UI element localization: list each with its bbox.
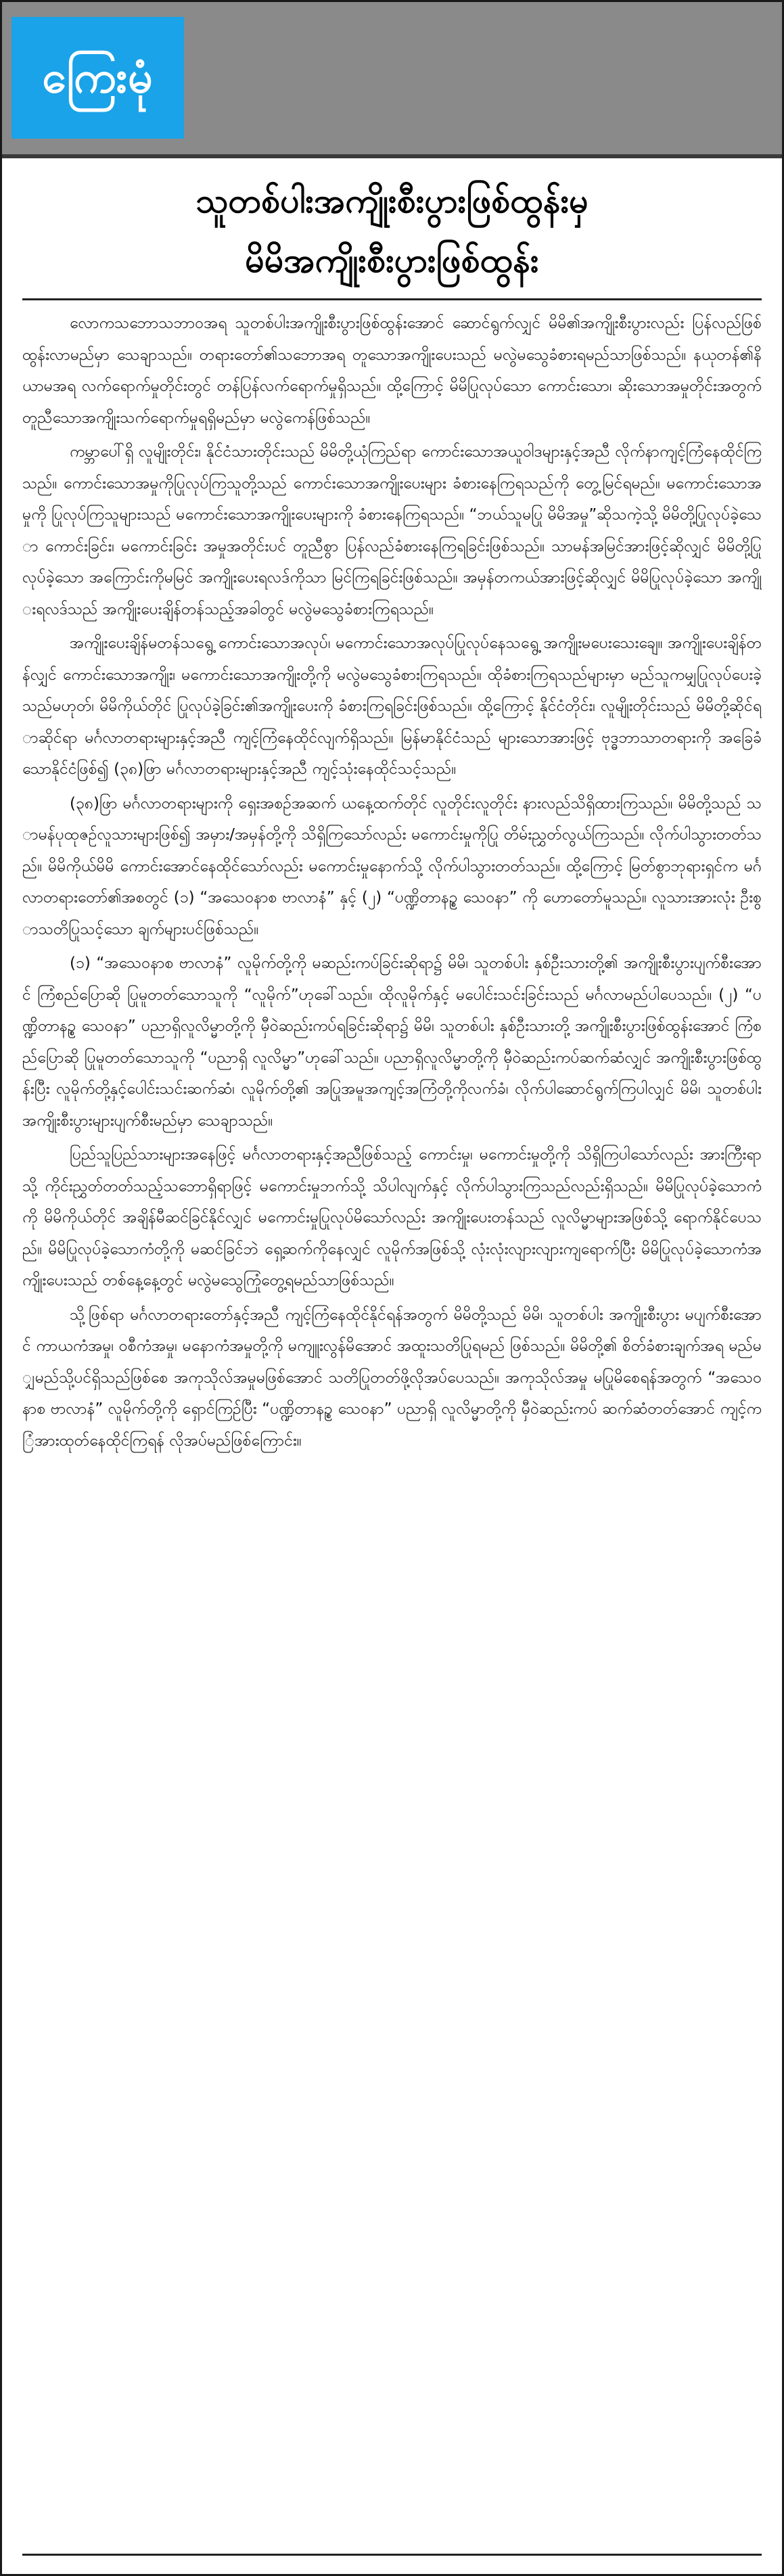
masthead-logo bbox=[11, 17, 184, 139]
article-headline bbox=[2, 171, 782, 290]
footer-divider bbox=[22, 2554, 762, 2556]
article-paragraph-4: (၃၈)ဖြာ မင်္ဂလာတရားများကို ရှေးအစဉ်အဆက် ယနေ့ထက်တိုင် လူတိုင်းလူတိုင်း နားလည်သိရှိထားကြသည်။ မိမိတို့သည် သာမန်ပုထုဇဉ်လူသားများဖြစ်၍ အမှား/အမှန်တို့ကို သိရှိကြသော်လည်း မကောင်းမှုကိုပြု တိမ်းညွှတ်လွယ်ကြသည်။ လိုက်ပါသွားတတ်သည်။ မိမိကိုယ်မိမိ ကောင်းအောင်နေထိုင်သော်လည်း မကောင်းမှုနောက်သို့ လိုက်ပါသွားတတ်သည်။ ထို့ကြောင့် မြတ်စွာဘုရားရှင်က မင်္ဂလာတရားတော်၏အစတွင် (၁) “အသေဝနာစ ဗာလာနံ” နှင့် (၂) “ပဏ္ဍိတာနဉ္စ သေဝနာ” ကို ဟောတော်မူသည်။ လူသားအားလုံး ဦးစွာသတိပြုသင့်သော ချက်များပင်ဖြစ်သည်။ bbox=[22, 794, 762, 938]
article-paragraph-7: သို့ဖြစ်ရာ မင်္ဂလာတရားတော်နှင့်အညီ ကျင့်ကြံနေထိုင်နိုင်ရန်အတွက် မိမိတို့သည် မိမိ၊ သူတစ်ပါး အကျိုးစီးပွား မပျက်စီးအောင် ကာယကံအမှု၊ ဝစီကံအမှု၊ မနောကံအမှုတို့ကို မကျူးလွန်မိအောင် အထူးသတိပြုရမည် ဖြစ်သည်။ မိမိတို့၏ စိတ်ခံစားချက်အရ မည်မျှမည်သို့ပင်ရှိသည်ဖြစ်စေ အကုသိုလ်အမှုမဖြစ်အောင် သတိပြုတတ်ဖို့လိုအပ်ပေသည်။ အကုသိုလ်အမှု မပြုမိစေရန်အတွက် “အသေဝနာစ ဗာလာနံ” လူမိုက်တို့ကို ရှောင်ကြဉ်ပြီး “ပဏ္ဍိတာနဉ္စ သေဝနာ” ပညာရှိ လူလိမ္မာတို့ကို မှီဝဲဆည်းကပ် ဆက်ဆံတတ်အောင် ကျင့်ကြံအားထုတ်နေထိုင်ကြရန် လိုအပ်မည်ဖြစ်ကြောင်း။ bbox=[22, 1306, 762, 1450]
headline-line-1: သူတစ်ပါးအကျိုးစီးပွားဖြစ်ထွန်းမှ bbox=[195, 181, 589, 221]
masthead-band bbox=[2, 2, 782, 158]
article-paragraph-2: ကမ္ဘာပေါ်ရှိ လူမျိုးတိုင်း၊ နိုင်ငံသားတိုင်းသည် မိမိတို့ယုံကြည်ရာ ကောင်းသောအယူဝါဒများနှင့်အညီ လိုက်နာကျင့်ကြံနေထိုင်ကြသည်။ ကောင်းသောအမှုကိုပြုလုပ်ကြသူတို့သည် ကောင်းသောအကျိုးပေးများ ခံစားနေကြရသည်ကို တွေ့မြင်ရမည်။ မကောင်းသောအမှုကို ပြုလုပ်ကြသူများသည် မကောင်းသောအကျိုးပေးများကို ခံစားနေကြရသည်။ “ဘယ်သူမပြု မိမိအမှု”ဆိုသကဲ့သို့ မိမိတို့ပြုလုပ်ခဲ့သော ကောင်းခြင်း၊ မကောင်းခြင်း အမှုအတိုင်းပင် တူညီစွာ ပြန်လည်ခံစားနေကြရခြင်းဖြစ်သည်။ သာမန်အမြင်အားဖြင့်ဆိုလျှင် မိမိတို့ပြုလုပ်ခဲ့သော အကြောင်းကိုမမြင် အကျိုးပေးရလဒ်ကိုသာ မြင်ကြရခြင်းဖြစ်သည်။ အမှန်တကယ်အားဖြင့်ဆိုလျှင် မိမိပြုလုပ်ခဲ့သော အကျိုးရလဒ်သည် အကျိုးပေးချိန်တန်သည့်အခါတွင် မလွဲမသွေခံစားကြရသည်။ bbox=[22, 443, 762, 618]
article-paragraph-6: ပြည်သူပြည်သားများအနေဖြင့် မင်္ဂလာတရားနှင့်အညီဖြစ်သည့် ကောင်းမှု၊ မကောင်းမှုတို့ကို သိရှိကြပါသော်လည်း အားကြီးရာသို့ ကိုင်းညွှတ်တတ်သည့်သဘောရှိရာဖြင့် မကောင်းမှုဘက်သို့ သိပါလျက်နှင့် လိုက်ပါသွားကြသည်လည်းရှိသည်။ မိမိပြုလုပ်ခဲ့သောကံကို မိမိကိုယ်တိုင် အချိန်မီဆင်ခြင်နိုင်လျှင် မကောင်းမှုပြုလုပ်မိသော်လည်း အကျိုးပေးတန်သည် လူလိမ္မာများအဖြစ်သို့ ရောက်နိုင်ပေသည်။ မိမိပြုလုပ်ခဲ့သောကံတို့ကို မဆင်ခြင်ဘဲ ရှေ့ဆက်ကိုနေလျှင် လူမိုက်အဖြစ်သို့ လုံးလုံးလျားလျားကျရောက်ပြီး မိမိပြုလုပ်ခဲ့သောကံအကျိုးပေးသည် တစ်နေ့နေ့တွင် မလွဲမသွေကြုံတွေ့ရမည်သာဖြစ်သည်။ bbox=[22, 1146, 762, 1289]
headline-line-2: မိမိအကျိုးစီးပွားဖြစ်ထွန်း bbox=[245, 241, 539, 280]
article-paragraph-5: (၁) “အသေဝနာစ ဗာလာနံ” လူမိုက်တို့ကို မဆည်းကပ်ခြင်းဆိုရာ၌ မိမိ၊ သူတစ်ပါး နှစ်ဦးသားတို့၏ အကျိုးစီးပွားပျက်စီးအောင် ကြံစည်ပြောဆို ပြုမူတတ်သောသူကို “လူမိုက်”ဟုခေါ်သည်။ ထိုလူမိုက်နှင့် မပေါင်းသင်းခြင်းသည် မင်္ဂလာမည်ပါပေသည်။ (၂) “ပဏ္ဍိတာနဉ္စ သေဝနာ” ပညာရှိလူလိမ္မာတို့ကို မှီဝဲဆည်းကပ်ရခြင်းဆိုရာ၌ မိမိ၊ သူတစ်ပါး နှစ်ဦးသားတို့ အကျိုးစီးပွားဖြစ်ထွန်းအောင် ကြံစည်ပြောဆို ပြုမူတတ်သောသူကို “ပညာရှိ လူလိမ္မာ”ဟုခေါ်သည်။ ပညာရှိလူလိမ္မာတို့ကို မှီဝဲဆည်းကပ်ဆက်ဆံလျှင် အကျိုးစီးပွားဖြစ်ထွန်းပြီး လူမိုက်တို့နှင့်ပေါင်းသင်းဆက်ဆံ၊ လူမိုက်တို့၏ အပြုအမူအကျင့်အကြံတို့ကိုလက်ခံ၊ လိုက်ပါဆောင်ရွက်ကြပါလျှင် မိမိ၊ သူတစ်ပါး အကျိုးစီးပွားများပျက်စီးမည်မှာ သေချာသည်။ bbox=[22, 954, 762, 1130]
article-paragraph-1: လောကသဘောသဘာဝအရ သူတစ်ပါးအကျိုးစီးပွားဖြစ်ထွန်းအောင် ဆောင်ရွက်လျှင် မိမိ၏အကျိုးစီးပွားလည်း ပြန်လည်ဖြစ်ထွန်းလာမည်မှာ သေချာသည်။ တရားတော်၏သဘောအရ တူသောအကျိုးပေးသည် မလွဲမသွေခံစားရမည်သာဖြစ်သည်။ နယုတန်၏နိယာမအရ လက်ရောက်မှုတိုင်းတွင် တန်ပြန်လက်ရောက်မှုရှိသည်။ ထို့ကြောင့် မိမိပြုလုပ်သော ကောင်းသော၊ ဆိုးသောအမှုတိုင်းအတွက် တူညီသောအကျိုးသက်ရောက်မှုရရှိမည်မှာ မလွဲကေန်ဖြစ်သည်။ bbox=[22, 315, 762, 427]
article-body bbox=[22, 308, 762, 2547]
article-paragraph-3: အကျိုးပေးချိန်မတန်သရွေ့ ကောင်းသောအလုပ်၊ မကောင်းသောအလုပ်ပြုလုပ်နေသရွေ့ အကျိုးမပေးသေးချေ။ အကျိုးပေးချိန်တန်လျှင် ကောင်းသောအကျိုး၊ မကောင်းသောအကျိုးတို့ကို မလွဲမသွေခံစားကြရသည်။ ထိုခံစားကြရသည်များမှာ မည်သူကမျှပြုလုပ်ပေးခဲ့သည်မဟုတ်၊ မိမိကိုယ်တိုင် ပြုလုပ်ခဲ့ခြင်း၏အကျိုးပေးကို ခံစားကြရခြင်းဖြစ်သည်။ ထို့ကြောင့် နိုင်ငံတိုင်း၊ လူမျိုးတိုင်းသည် မိမိတို့ဆိုင်ရာဆိုင်ရာ မင်္ဂလာတရားများနှင့်အညီ ကျင့်ကြံနေထိုင်လျက်ရှိသည်။ မြန်မာနိုင်ငံသည် များသောအားဖြင့် ဗုဒ္ဓဘာသာတရားကို အခြေခံသောနိုင်ငံဖြစ်၍ (၃၈)ဖြာ မင်္ဂလာတရားများနှင့်အညီ ကျင့်သုံးနေထိုင်သင့်သည်။ bbox=[22, 635, 762, 778]
headline-divider bbox=[22, 298, 762, 300]
masthead-logo-text: ကြေးမုံ bbox=[42, 53, 154, 103]
